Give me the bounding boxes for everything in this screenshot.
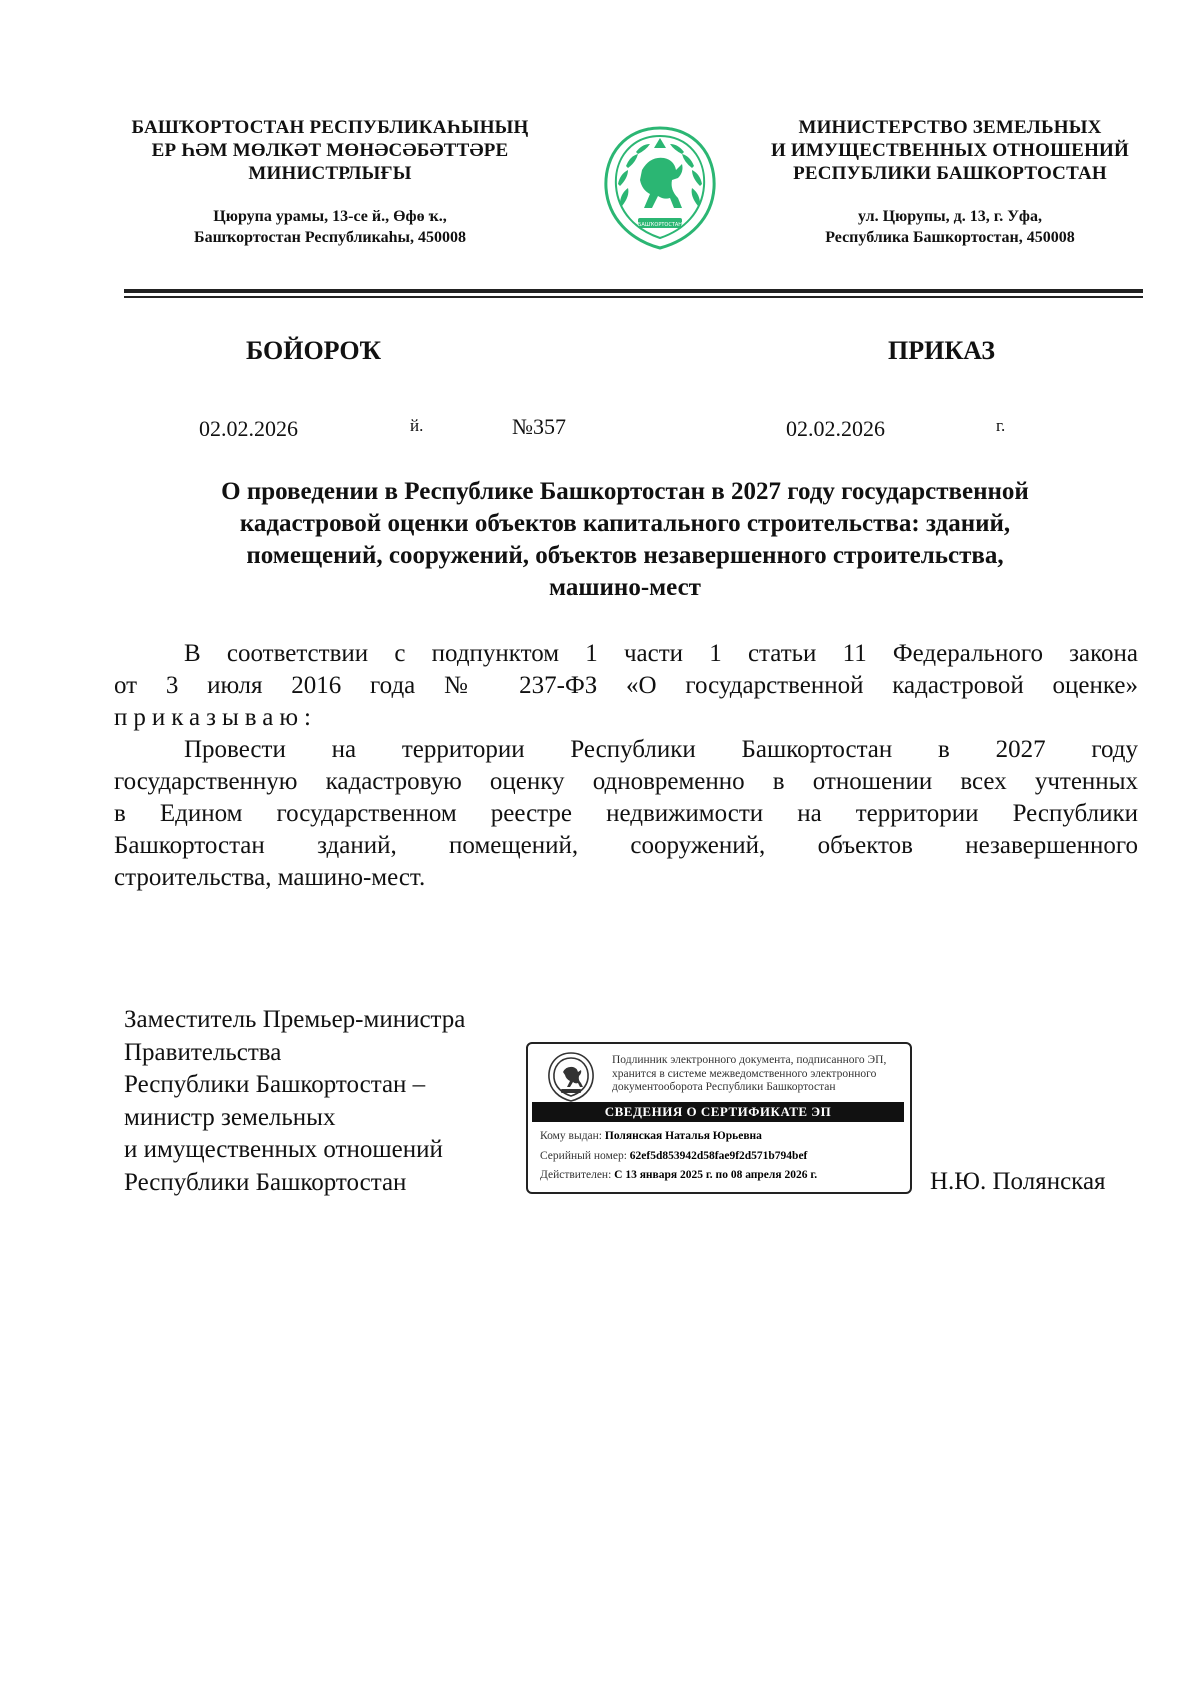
valid-label: Действителен: [540,1169,612,1181]
certificate-serial [540,1150,807,1162]
body-line: Провести на территории Республики Башкортостан в 2027 году [184,736,1138,763]
doc-type-bashkir: БОЙОРОҠ [246,336,382,365]
body-line: в Едином государственном реестре недвижимости на территории Республики [114,800,1138,827]
certificate-validity [540,1169,817,1181]
coat-of-arms-emblem [596,122,724,256]
serial-label: Серийный номер: [540,1150,627,1162]
position-line: Республики Башкортостан – [124,1071,426,1098]
note-line: документооборота Республики Башкортостан [612,1081,836,1093]
org-line: МИНИСТЕРСТВО ЗЕМЕЛЬНЫХ [798,117,1102,138]
doc-type-russian: ПРИКАЗ [888,336,996,365]
e-signature-certificate-stamp [526,1042,912,1194]
position-line: Заместитель Премьер-министра [124,1006,466,1033]
title-line: кадастровой оценки объектов капитального строительства: зданий, [239,510,1011,537]
position-line: министр земельных [124,1103,336,1131]
header-divider-thin [124,296,1143,298]
title-line: помещений, сооружений, объектов незавершенного строительства, [246,542,1004,569]
address-line: Башҡортостан Республикаһы, 450008 [193,229,466,246]
paragraph-basis [114,638,1138,734]
body-line: В соответствии с подпунктом 1 части 1 статьи 11 Федерального закона [184,640,1138,667]
paragraph-order-clause [114,734,1138,894]
org-line: И ИМУЩЕСТВЕННЫХ ОТНОШЕНИЙ [770,140,1130,161]
title-line: машино-мест [549,574,701,601]
emblem-graphic [596,122,724,256]
issued-to-label: Кому выдан: [540,1130,602,1142]
year-suffix-right: г. [996,416,1006,435]
address-bashkir [110,206,550,248]
org-name-bashkir [110,116,550,185]
address-line: Республика Башкортостан, 450008 [825,229,1075,246]
certificate-emblem-graphic [544,1050,598,1104]
address-line: Цюрупа урамы, 13-се й., Өфө ҡ., [213,208,447,225]
certificate-emblem-icon [544,1050,598,1104]
org-name-russian [750,116,1150,185]
org-line: МИНИСТРЛЫҒЫ [248,163,412,184]
position-line: Правительства [124,1038,282,1066]
emblem-text: БАШҠОРТОСТАН [637,222,683,228]
order-title [120,476,1130,604]
valid-value: С 13 января 2025 г. по 08 апреля 2026 г. [614,1169,818,1181]
org-line: ЕР ҺӘМ МӨЛКӘТ МӨНӘСӘБӘТТӘРЕ [151,140,509,161]
certificate-note [612,1054,904,1095]
signatory-position [124,1004,544,1199]
order-date-right: 02.02.2026 [786,416,885,441]
year-suffix-left: й. [410,416,424,435]
certificate-issued-to [540,1130,762,1142]
header-divider-thick [124,289,1143,293]
note-line: Подлинник электронного документа, подписанного ЭП, [612,1054,887,1066]
org-line: БАШҠОРТОСТАН РЕСПУБЛИКАҺЫНЫҢ [131,117,529,138]
signatory-name: Н.Ю. Полянская [930,1168,1106,1195]
issued-to-value: Полянская Наталья Юрьевна [604,1130,762,1142]
certificate-heading: СВЕДЕНИЯ О СЕРТИФИКАТЕ ЭП [532,1102,904,1122]
body-line: Башкортостан зданий, помещений, сооружений, объектов незавершенного [114,832,1138,859]
order-date-left: 02.02.2026 [199,416,298,441]
serial-value: 62ef5d853942d58fae9f2d571b794bef [629,1150,808,1162]
org-line: РЕСПУБЛИКИ БАШКОРТОСТАН [793,163,1107,184]
body-line: государственную кадастровую оценку одновременно в отношении всех учтенных [114,768,1138,795]
address-line: ул. Цюрупы, д. 13, г. Уфа, [857,208,1042,225]
order-verb: приказываю: [114,704,317,731]
address-russian [750,206,1150,248]
position-line: и имущественных отношений [124,1136,443,1163]
title-line: О проведении в Республике Башкортостан в 2027 году государственной [221,478,1029,505]
order-number: №357 [512,414,566,439]
body-line: строительства, машино-мест. [114,864,426,891]
position-line: Республики Башкортостан [124,1168,407,1196]
note-line: хранится в системе межведомственного электронного [612,1067,877,1080]
body-line: от 3 июля 2016 года № 237-ФЗ «О государственной кадастровой оценке» [114,672,1138,699]
